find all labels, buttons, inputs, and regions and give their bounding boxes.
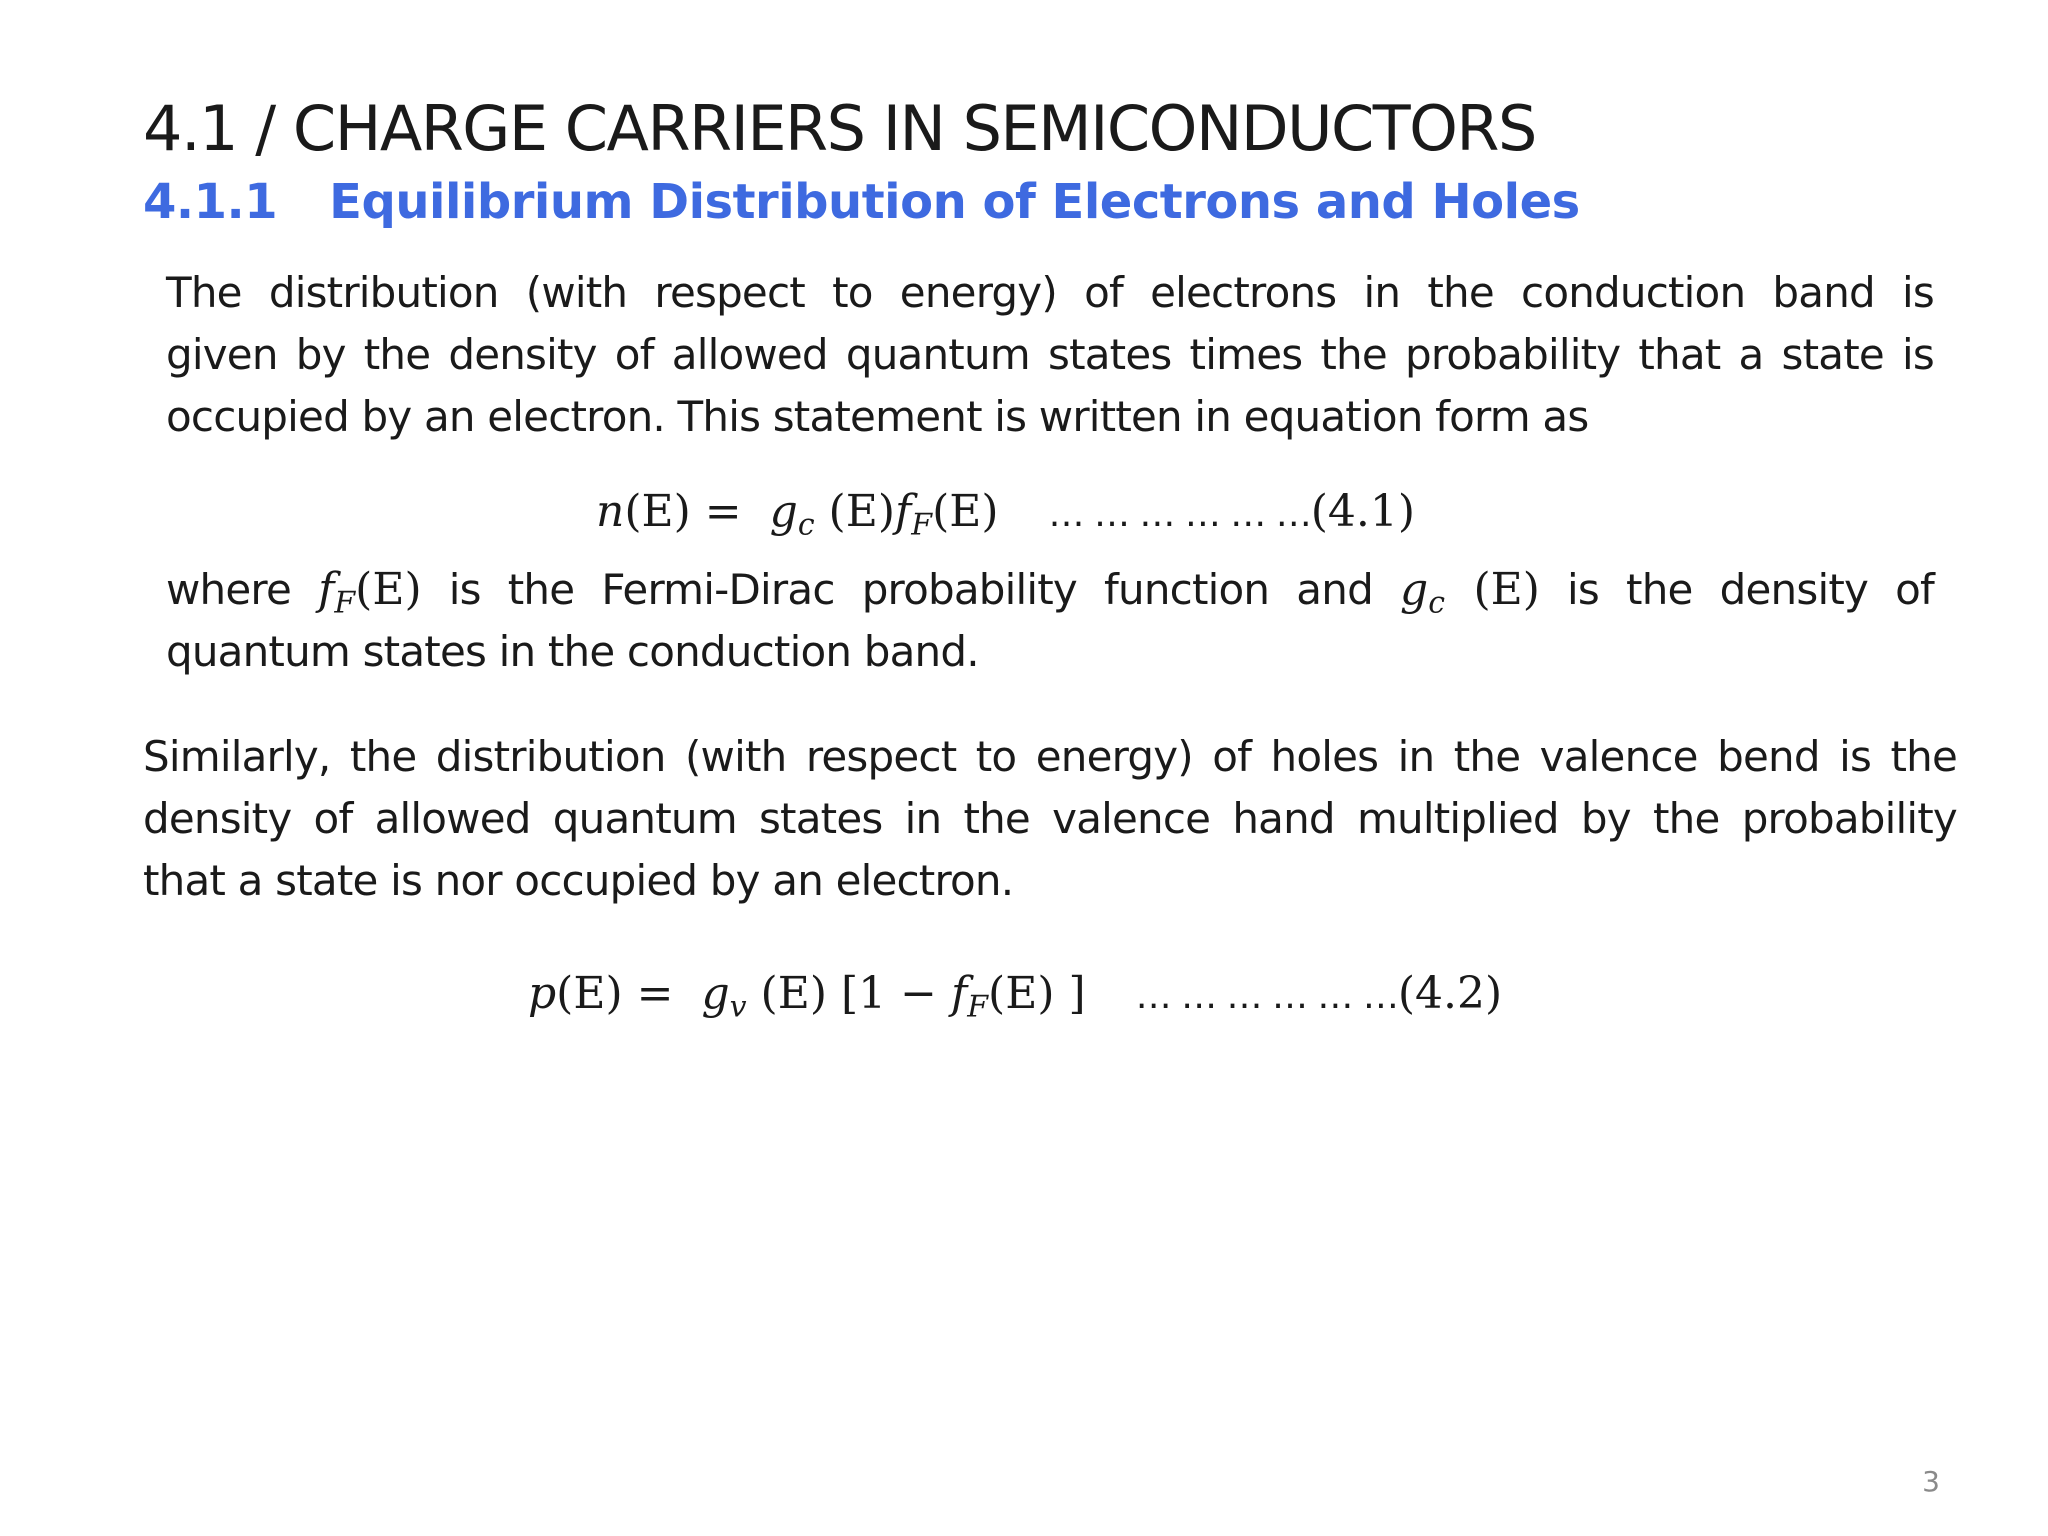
eq-f-arg: (E) — [988, 968, 1069, 1019]
eq-dots: … … … … … … — [1135, 976, 1398, 1017]
eq-dots: … … … … … … — [1048, 494, 1311, 535]
paragraph-line — [166, 559, 1934, 621]
paragraph-line: that a state is nor occupied by an electron. — [143, 856, 1014, 905]
eq-g: g — [701, 968, 730, 1019]
eq-g-sub: v — [729, 989, 747, 1025]
where-middle: is the Fermi-Dirac probability function and — [448, 565, 1373, 614]
paragraph-hole-distribution — [143, 726, 1957, 912]
page-number: 3 — [1922, 1465, 1940, 1498]
paragraph-line: occupied by an electron. This statement is written in equation form as — [166, 392, 1589, 441]
equation-4-2 — [528, 968, 1503, 1025]
eq-lhs-arg: (E) — [624, 486, 691, 537]
eq-f-sub: F — [967, 989, 989, 1025]
section-heading — [143, 174, 1580, 230]
math-f: f — [318, 564, 335, 615]
paragraph-electron-distribution — [166, 262, 1934, 448]
eq-bracket-open: [1 − — [840, 968, 951, 1019]
math-g-sub: c — [1428, 585, 1445, 621]
paragraph-line: The distribution (with respect to energy) of electrons in the conduction band is — [166, 268, 1934, 317]
eq-f: f — [950, 968, 968, 1019]
eq-lhs-arg: (E) — [556, 968, 623, 1019]
paragraph-line: Similarly, the distribution (with respect to energy) of holes in the valence bend is the — [143, 732, 1957, 781]
slide-title: 4.1 / CHARGE CARRIERS IN SEMICONDUCTORS — [143, 92, 1536, 165]
eq-f-arg: (E) — [932, 486, 999, 537]
paragraph-line: quantum states in the conduction band. — [166, 627, 979, 676]
eq-bracket-close: ] — [1068, 968, 1086, 1019]
math-g: g — [1400, 564, 1429, 615]
where-word: where — [166, 565, 291, 614]
eq-g-sub: c — [797, 507, 815, 543]
math-f-sub: F — [334, 585, 356, 621]
eq-g-arg: (E) — [814, 486, 895, 537]
math-f-arg: (E) — [355, 564, 422, 615]
eq-g: g — [769, 486, 798, 537]
eq-number: (4.1) — [1310, 486, 1416, 537]
section-number: 4.1.1 — [143, 174, 278, 230]
equation-4-1 — [596, 486, 1416, 543]
eq-equals: = — [622, 968, 688, 1019]
eq-g-arg: (E) — [746, 968, 841, 1019]
inline-math-g — [1400, 564, 1540, 621]
paragraph-line: given by the density of allowed quantum states times the probability that a state is — [166, 330, 1934, 379]
eq-f-sub: F — [911, 507, 933, 543]
section-title: Equilibrium Distribution of Electrons and Holes — [329, 174, 1580, 230]
eq-lhs: p — [528, 968, 557, 1019]
paragraph-where — [166, 559, 1934, 683]
inline-math-f — [318, 564, 422, 621]
math-g-arg: (E) — [1444, 564, 1540, 615]
paragraph-line: density of allowed quantum states in the valence hand multiplied by the probability — [143, 794, 1957, 843]
eq-number: (4.2) — [1397, 968, 1503, 1019]
where-end: is the density of — [1567, 565, 1935, 614]
eq-equals: = — [690, 486, 756, 537]
eq-lhs: n — [596, 486, 625, 537]
eq-f: f — [895, 486, 912, 537]
